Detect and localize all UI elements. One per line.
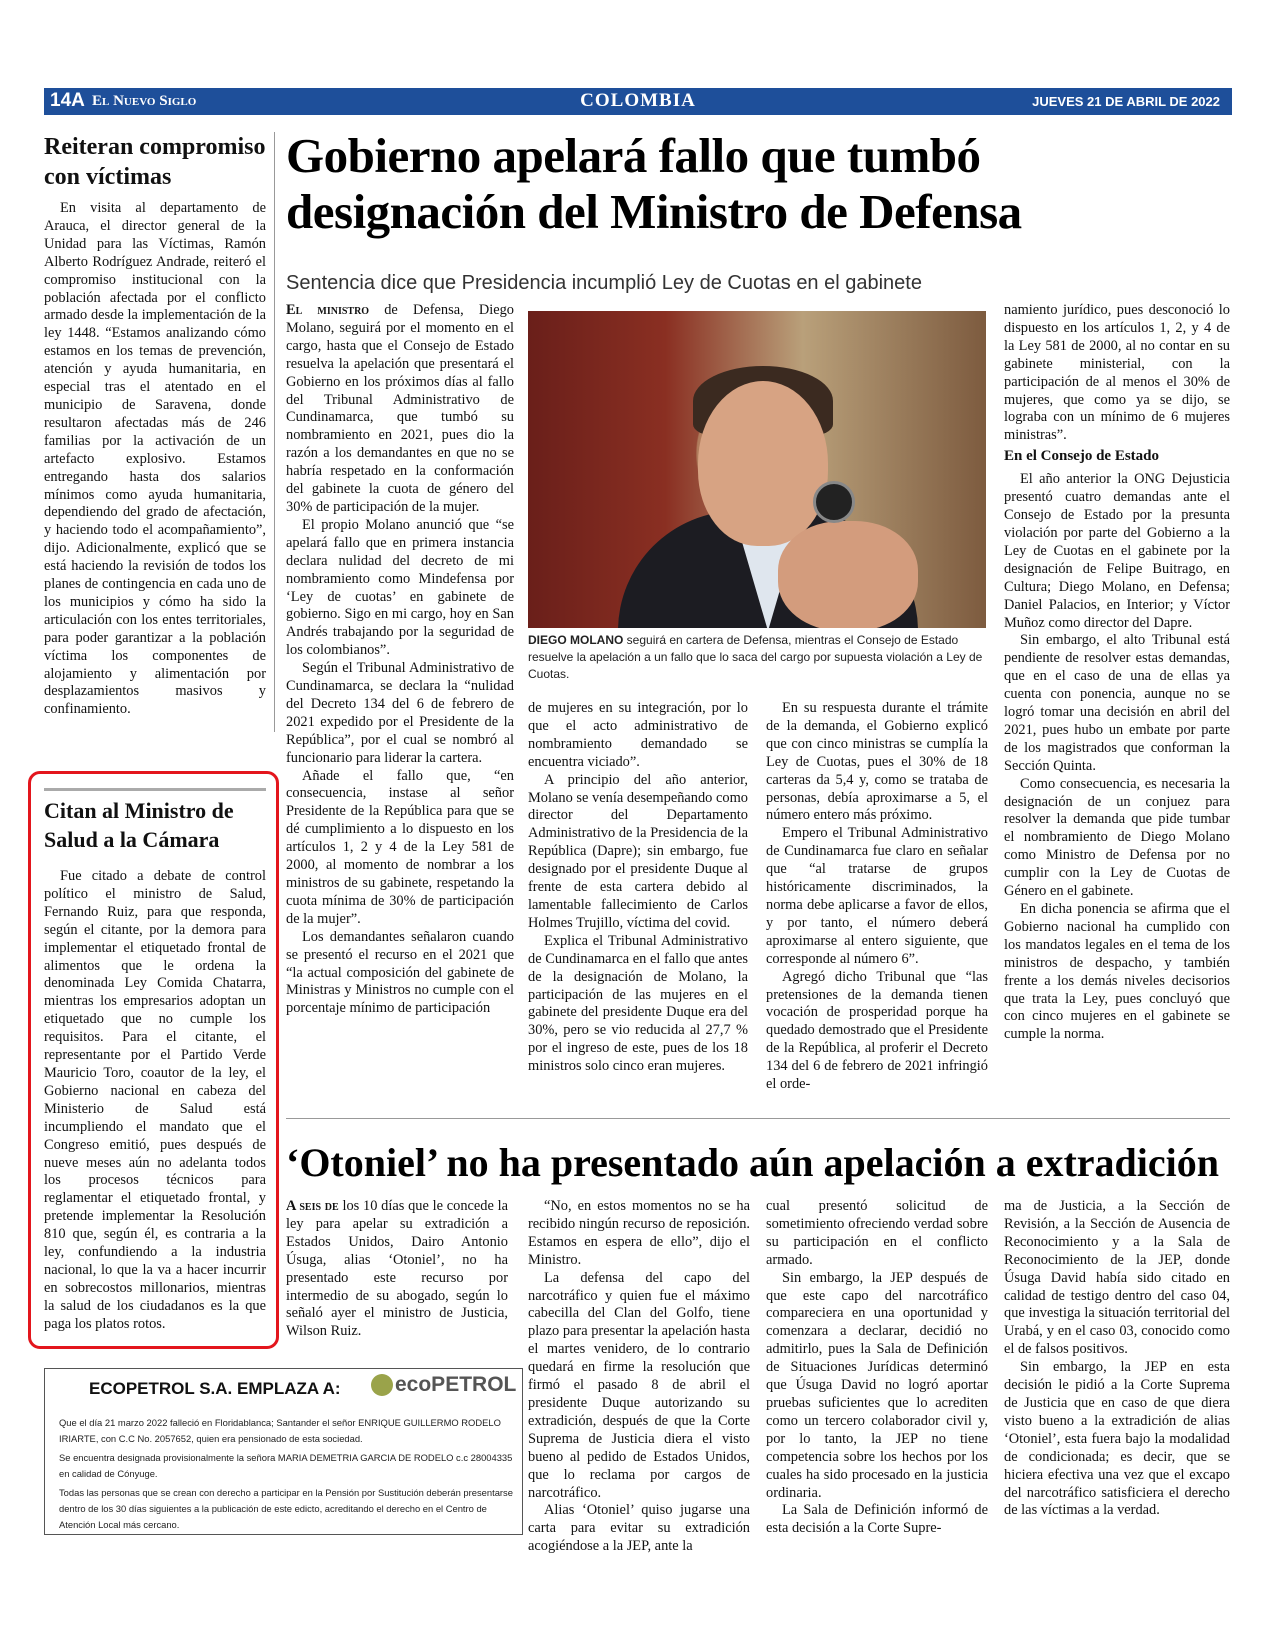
section-name: COLOMBIA [580,90,696,111]
paragraph: de mujeres en su integración, por lo que el acto administrativo de nombramiento demandado se encuentra viciado”. [528,700,748,770]
secondary-headline: ‘Otoniel’ no ha presentado aún apelación a extradición [286,1140,1220,1185]
page-number: 14A [50,90,85,111]
issue-date: JUEVES 21 DE ABRIL DE 2022 [1032,94,1220,109]
photo-caption: DIEGO MOLANO seguirá en cartera de Defensa, mientras el Consejo de Estado resuelve la apelación a un fallo que lo saca del cargo por supuesta violación a Ley de Cuotas. [528,633,983,681]
main-deck: Sentencia dice que Presidencia incumplió Ley de Cuotas en el gabinete [286,272,922,294]
column-divider [274,132,275,732]
paragraph: El propio Molano anunció que “se apelará fallo que en primera instancia declara nulidad del decreto de mi nombramiento como Mindefensa por ‘Ley de cuotas’ en gabinete de gobierno. Sigo en mi cargo, hoy en San Andrés trabajando por la seguridad de los colombianos”. [286,516,514,659]
article2-column-4 [1004,1198,1230,1520]
sidebar-body: En visita al departamento de Arauca, el director general de la Unidad para las Víctimas, Ramón Alberto Rodríguez Andrade, reiteró el compromiso institucional con la población afectada por el conflicto armado desde la implementación de la ley 1448. “Estamos analizando cómo estamos en los temas de prevención, atención y ayuda humanitaria, en especial tras el atentado en el municipio de Saravena, donde resultaron afectadas más de 246 familias por la activación de un artefacto explosivo. Estamos entregando hasta dos salarios mínimos como ayuda humanitaria, dependiendo del grado de afectación, y haciendo todo el acompañamiento”, dijo. Adicionalmente, explicó que se está haciendo la revisión de todos los planes de contingencia en cada uno de los municipios y cómo ha sido la articulación con los entes territoriales, para poder garantizar a la población víctima los componentes de alojamiento y alimentación por desplazamientos masivos y confinamiento. [44,200,266,718]
sidebar-title: Citan al Ministro de Salud a la Cámara [44,798,234,852]
article1-column-3 [766,700,988,1094]
ad-paragraph: Que el día 21 marzo 2022 falleció en Floridablanca; Santander el señor ENRIQUE GUILLERMO RODELO IRIARTE, con C.C No. 2057652, quien era pensionado de esta sociedad. [59,1417,501,1444]
page-header [44,88,1232,115]
sidebar-title: Reiteran compromiso con víctimas [44,134,266,190]
article1-column-1: El ministro de Defensa, Diego Molano, seguirá por el momento en el cargo, hasta que el Consejo de Estado resuelva la apelación que presentará el Gobierno en los próximos días al fallo del Tribunal Administrativo de Cundinamarca, que tumbó su nombramiento en 2021, pues dio la razón a los demandantes en que no se habría respetado en la conformación del gabinete la cuota de género del 30% de participación de la mujer. El propio Molano anunció que “se apelará fallo que en primera instancia declara nulidad del decreto de mi nombramiento como Mindefensa por ‘Ley de cuotas’ en gabinete de gobierno. Sigo en mi cargo, hoy en San Andrés trabajando por la seguridad de los colombianos”. Según el Tribunal Administrativo de Cundinamarca, se declara la “nulidad del Decreto 134 del 6 de febrero de 2021 expedido por el Presidente de la República”, por el cual se nombró al funcionario para liderar la cartera. Añade el fallo que, “en consecuencia, instase al señor Presidente de la República para que se dé cumplimiento a lo dispuesto en los artículos 1, 2 y 4 de la Ley 581 de 2000, al momento de nombrar a los ministros de su gabinete, respetando la cuota mínima de 30% de participación de la mujer”. Los demandantes señalaron cuando se presentó el recurso en el 2021 que “la actual composición del gabinete de Ministras y Ministros no cumple con el porcentaje mínimo de participación [286,302,514,1017]
box-top-rule [44,788,266,791]
ad-paragraph: Se encuentra designada provisionalmente la señora MARIA DEMETRIA GARCIA DE RODELO c.c 28004335 en calidad de Cónyuge. [59,1452,513,1479]
paragraph: Añade el fallo que, “en consecuencia, instase al señor Presidente de la República para que se dé cumplimiento a lo dispuesto en los artículos 1, 2 y 4 de la Ley 581 de 2000, al momento de nombrar a los ministros de su gabinete, respetando la cuota mínima de 30% de participación de la mujer”. [286,767,514,927]
paragraph: Sin embargo, la JEP después de que este capo del narcotráfico compareciera en una oportunidad y comenzara a declarar, decidió no admitirlo, pues la Sala de Definición de Situaciones Jurídicas determinó que Úsuga David no logró aportar pruebas suficientes que lo acrediten como un tercero colaborador civil y, por lo tanto, la JEP no tiene competencia sobre los hechos por los cuales ha sido procesado en la justicia ordinaria. [766,1269,988,1501]
paragraph: Alias ‘Otoniel’ quiso jugarse una carta para evitar su extradición acogiéndose a la JEP, ante la [528,1502,750,1555]
paragraph: Empero el Tribunal Administrativo de Cundinamarca fue claro en señalar que “al tratarse de grupos históricamente discriminados, la norma debe aplicarse a favor de ellos, y por tanto, el número deberá aproximarse al entero siguiente, que corresponde al número 6”. [766,825,988,967]
ad-title: ECOPETROL S.A. EMPLAZA A: [89,1379,341,1398]
ecopetrol-logo: ecoPETROL [371,1373,516,1397]
sidebar-story-health [44,796,266,1334]
paragraph: Como consecuencia, es necesaria la designación de un conjuez para resolver la demanda que pide tumbar el nombramiento de Diego Molano como Ministro de Defensa por no cumplir con la Ley de Cuotas de Género en el gabinete. [1004,775,1230,900]
article2-column-2 [528,1198,750,1556]
main-headline: Gobierno apelará fallo que tumbó designación del Ministro de Defensa [286,128,1022,239]
paragraph: Explica el Tribunal Administrativo de Cundinamarca en el fallo que antes de la designación de Molano, la participación de las mujeres en el gabinete del presidente Duque era del 30%, pero se vio reducida al 27,7 % por el ingreso de este, pues de los 18 ministros solo cinco eran mujeres. [528,932,748,1075]
paragraph: ma de Justicia, a la Sección de Revisión, a la Sección de Ausencia de Reconocimiento y a la Sala de Reconocimiento de la JEP, donde Úsuga David había sido citado en calidad de testigo dentro del caso 04, que investiga la situación territorial del Urabá, y en el caso 03, conocido como el de falsos positivos. [1004,1198,1230,1358]
iguana-logo-icon [371,1374,393,1396]
paragraph: La Sala de Definición informó de esta decisión a la Corte Supre- [766,1502,988,1537]
sidebar-body: Fue citado a debate de control político el ministro de Salud, Fernando Ruiz, para que responda, según el citante, por la demora para implementar el etiquetado frontal de alimentos que le ordena la denominada Ley Comida Chatarra, mientras los empresarios adoptan un etiquetado que no cumple los requisitos. Para el citante, el representante por el Partido Verde Mauricio Toro, coautor de la ley, el Gobierno nacional en cabeza del Ministerio de Salud está incumpliendo el mandato que el Congreso emitió, pues después de nueve meses aún no adelanta todos los procesos técnicos para reglamentar el etiquetado frontal, y pretende implementar la Resolución 810 que, según él, es contraria a la ley, confundiendo a la industria nacional, lo que la va a hacer incurrir en sobrecostos millonarios, mientras la salud de los ciudadanos es la que paga los platos rotos. [44,868,266,1332]
paragraph: Sin embargo, la JEP en esta decisión le pidió a la Corte Suprema de Justicia que en caso de que diera visto bueno a la extradición de alias ‘Otoniel’, esta fuera bajo la modalidad de condicionada; es decir, que se hiciera efectiva una vez que el excapo del narcotráfico satisficiera el derecho de las víctimas a la verdad. [1004,1359,1230,1519]
paragraph: namiento jurídico, pues desconoció lo dispuesto en los artículos 1, 2, y 4 de la Ley 581 de 2000, al no contar en su gabinete ministerial, con la participación de al menos el 30% de mujeres, que como ya se dijo, se lograba con un mínimo de 6 mujeres ministras”. [1004,302,1230,444]
photo-diego-molano [528,311,986,628]
paragraph: En dicha ponencia se afirma que el Gobierno nacional ha cumplido con los mandatos legales en el tema de los ministros de despacho, y también frente a los demás niveles decisorios que trata la Ley, pues concluyó que con cinco mujeres en el gabinete se cumple la norma. [1004,901,1230,1043]
paragraph: La defensa del capo del narcotráfico y quien fue el máximo cabecilla del Clan del Golfo, tiene plazo para presentar la apelación hasta el martes venidero, de lo contrario quedará en firme la resolución que firmó el pasado 8 de abril el presidente Duque autorizando su extradición, después de que la Corte Suprema de Justicia diera el visto bueno al pedido de Estados Unidos, que lo reclama por cargos de narcotráfico. [528,1269,750,1501]
paragraph: Agregó dicho Tribunal que “las pretensiones de la demanda tienen vocación de prosperidad porque ha quedado demostrado que el Presidente de la República, al proferir el Decreto 134 del 6 de febrero de 2021 infringió el orde- [766,968,988,1093]
lead-in: A seis de [286,1198,339,1214]
paragraph: Sin embargo, el alto Tribunal está pendiente de resolver estas demandas, que en el caso de una de ellas ya cuenta con ponencia, aunque no se logró tomar una decisión en abril del 2021, pues hubo un embate por parte de los magistrados que conforman la Sección Quinta. [1004,632,1230,774]
paragraph: En su respuesta durante el trámite de la demanda, el Gobierno explicó que con cinco ministras se cumplía la Ley de Cuotas, pues el 30% de 18 carteras da 5,4 y, como se trataba de personas, debía aproximarse a 5, el número entero más próximo. [766,700,988,824]
article1-column-4 [1004,302,1230,1044]
article2-column-1: A seis de los 10 días que le concede la ley para apelar su extradición a Estados Unidos, Dairo Antonio Úsuga, alias ‘Otoniel’, no ha presentado este recurso por intermedio de su abogado, según lo señaló ayer el ministro de Justicia, Wilson Ruiz. [286,1198,509,1340]
paragraph: El año anterior la ONG Dejusticia presentó cuatro demandas ante el Consejo de Estado por la presunta violación por parte del Gobierno a la Ley de Cuotas en el gabinete por la designación de Felipe Buitrago, en Cultura; Diego Molano, en Defensa; Daniel Palacios, en Interior; y Víctor Muñoz como director del Dapre. [1004,471,1230,631]
sidebar-story-victims [44,132,266,730]
paragraph: Los demandantes señalaron cuando se presentó el recurso en el 2021 que “la actual composición del gabinete de Ministras y Ministros no cumple con el porcentaje mínimo de participación [286,928,514,1017]
article1-column-2 [528,700,748,1076]
ad-paragraph: Todas las personas que se crean con derecho a participar en la Pensión por Sustitución deberán presentarse dentro de los 30 días siguientes a la publicación de este edicto, acreditando el derecho en el Centro de Atención Local más cercano. [59,1487,513,1530]
article2-column-3 [766,1198,988,1538]
publication-name: El Nuevo Siglo [92,93,197,109]
subheading: En el Consejo de Estado [1004,448,1160,465]
legal-notice-ad [44,1368,523,1535]
paragraph: “No, en estos momentos no se ha recibido ningún recurso de reposición. Estamos en espera de ello”, dijo el Ministro. [528,1198,750,1268]
lead-in: El ministro [286,302,370,318]
paragraph: Según el Tribunal Administrativo de Cundinamarca, se declara la “nulidad del Decreto 134 del 6 de febrero de 2021 expedido por el Presidente de la República”, por el cual se nombró al funcionario para liderar la cartera. [286,660,514,766]
paragraph: cual presentó solicitud de sometimiento ofreciendo verdad sobre su participación en el conflicto armado. [766,1198,988,1268]
story-divider [286,1118,1230,1119]
paragraph: A principio del año anterior, Molano se venía desempeñando como director del Departamento Administrativo de la Presidencia de la República (Dapre); sin embargo, fue designado por el presidente Duque al frente de esta cartera debido al lamentable fallecimiento de Carlos Holmes Trujillo, víctima del covid. [528,771,748,931]
